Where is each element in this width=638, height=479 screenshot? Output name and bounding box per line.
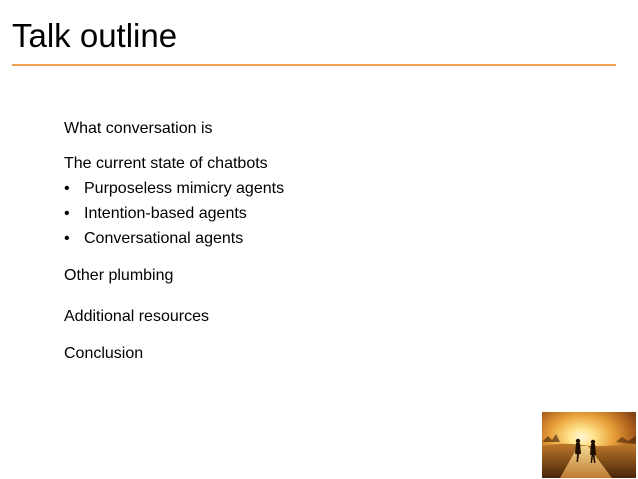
- sub-item-mimicry: [64, 177, 284, 201]
- outline-item-chatbots: The current state of chatbots: [64, 155, 268, 172]
- sub-item-conversational: [64, 227, 243, 251]
- sub-item-intention: [64, 202, 247, 226]
- sunset-walkers-image: [542, 412, 636, 478]
- outline-item-resources: Additional resources: [64, 308, 209, 325]
- slide-title: Talk outline: [12, 17, 178, 54]
- bullet-icon: •: [64, 230, 70, 247]
- bullet-icon: •: [64, 205, 70, 222]
- sub-item-label: Conversational agents: [84, 230, 244, 247]
- sub-item-label: Purposeless mimicry agents: [84, 180, 285, 197]
- outline-item-conclusion: Conclusion: [64, 345, 144, 362]
- title-underline: [12, 64, 616, 66]
- sub-item-label: Intention-based agents: [84, 205, 247, 222]
- bullet-icon: •: [64, 180, 70, 197]
- outline-item-plumbing: Other plumbing: [64, 267, 174, 284]
- outline-item-conversation: What conversation is: [64, 120, 213, 137]
